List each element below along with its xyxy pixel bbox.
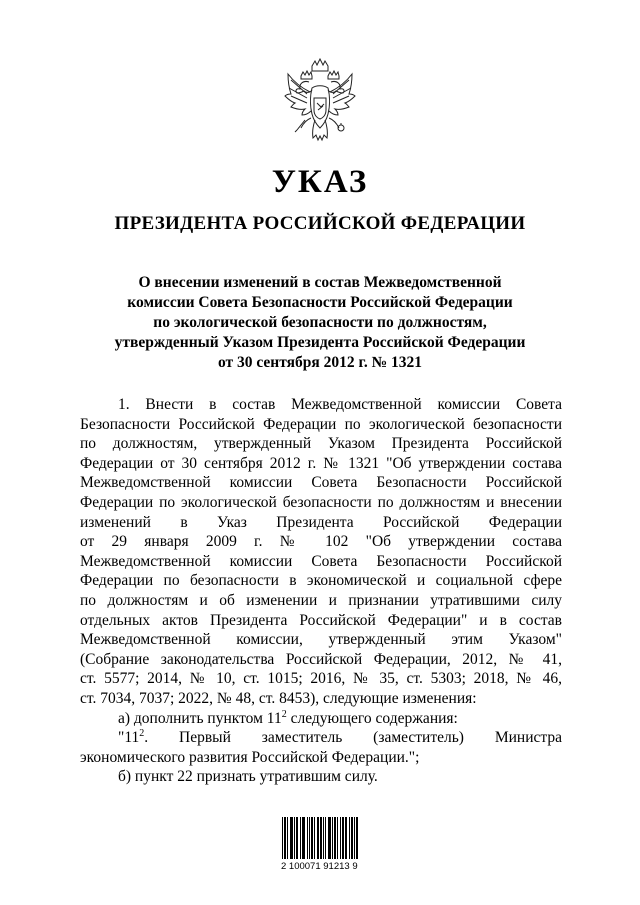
barcode-bar (352, 817, 353, 859)
barcode-bar (296, 817, 297, 859)
barcode-bar (340, 817, 341, 859)
quote-text: . Первый заместитель (заместитель) Министра (144, 729, 562, 747)
body-line: Федерации по экологической безопасности по должностям и внесении (80, 493, 562, 511)
barcode-bar (307, 817, 308, 859)
barcode-number: 2 100071 91213 9 (281, 861, 358, 872)
body-line: от 29 января 2009 г. № 102 "Об утверждении состава (80, 533, 562, 551)
barcode-bar (332, 817, 333, 859)
barcode-bar (342, 817, 343, 859)
body-line: по должностям, утвержденный Указом Президента Российской (80, 435, 562, 453)
barcode-bar (334, 817, 335, 859)
barcode-bar (282, 817, 283, 859)
decree-heading (60, 273, 580, 373)
barcode-bar (323, 817, 324, 859)
barcode-bar (357, 817, 358, 859)
barcode-bar (337, 817, 338, 859)
body-line: изменений в Указ Президента Российской Федерации (80, 513, 562, 531)
heading-line: О внесении изменений в состав Межведомственной (138, 274, 502, 291)
barcode-bar (292, 817, 293, 859)
body-line: (Собрание законодательства Российской Федерации, 2012, № 41, (80, 650, 562, 668)
item-a-text: а) дополнить пунктом 11 (118, 709, 282, 727)
barcode-bar (349, 817, 350, 859)
quote-superscript: 2 (139, 727, 145, 739)
item-a-superscript: 2 (281, 708, 287, 720)
body-line: Межведомственной комиссии, утвержденный этим Указом" (80, 631, 562, 649)
barcode-image (282, 817, 358, 859)
body-line: по должностям и об изменении и признании утратившими силу (80, 591, 562, 609)
barcode-bar (284, 817, 285, 859)
quote-line (80, 728, 562, 748)
heading-line: комиссии Совета Безопасности Российской Федерации (127, 294, 513, 311)
decree-subtitle: ПРЕЗИДЕНТА РОССИЙСКОЙ ФЕДЕРАЦИИ (114, 213, 526, 234)
barcode-bar (325, 817, 326, 859)
body-line: Межведомственной комиссии Совета Безопасности Российской (80, 474, 562, 492)
body-line: отдельных актов Президента Российской Федерации" и в состав (80, 611, 562, 629)
heading-line: утвержденный Указом Президента Российской Федерации (114, 334, 526, 351)
barcode-bar (290, 817, 291, 859)
item-b: б) пункт 22 признать утратившим силу. (118, 768, 378, 786)
barcode-bar (285, 817, 286, 859)
barcode-bar (346, 817, 347, 859)
body-line: ст. 5577; 2014, № 10, ст. 1015; 2016, № 35, ст. 5303; 2018, № 46, (80, 670, 562, 688)
barcode-bar (321, 817, 322, 859)
barcode-bar (312, 817, 313, 859)
barcode-bar (300, 817, 301, 859)
item-a-text-end: следующего содержания: (286, 709, 458, 727)
body-line: Федерации от 30 сентября 2012 г. № 1321 "Об утверждении состава (80, 454, 562, 472)
heading-line: от 30 сентября 2012 г. № 1321 (217, 354, 423, 371)
quote-line-end: экономического развития Российской Федерации."; (80, 748, 420, 766)
barcode-bar (311, 817, 312, 859)
barcode-bar (291, 817, 292, 859)
barcode-bar (294, 817, 295, 859)
quote-number: "11 (118, 729, 140, 747)
barcode-bar (356, 817, 357, 859)
heading-line: по экологической безопасности по должностям, (153, 314, 487, 331)
body-line: 1. Внести в состав Межведомственной комиссии Совета (118, 396, 562, 413)
barcode-bar (318, 817, 319, 859)
item-a (80, 709, 562, 729)
barcode-bar (297, 817, 298, 859)
barcode-bar (354, 817, 355, 859)
barcode-bar (328, 817, 329, 859)
barcode-bar (303, 817, 304, 859)
body-line: Безопасности Российской Федерации по экологической безопасности (80, 415, 562, 433)
body-line: Федерации по безопасности в экономической и социальной сфере (80, 572, 562, 590)
body-line: Межведомственной комиссии Совета Безопасности Российской (80, 552, 562, 570)
decree-body (80, 395, 562, 787)
barcode-bar (345, 817, 346, 859)
barcode-bar (329, 817, 330, 859)
barcode-bar (320, 817, 321, 859)
barcode-bar (304, 817, 305, 859)
body-line: ст. 7034, 7037; 2022, № 48, ст. 8453), следующие изменения: (80, 689, 477, 707)
barcode-bar (302, 817, 303, 859)
barcode-bar (330, 817, 331, 859)
barcode-bar (351, 817, 352, 859)
barcode-bar (343, 817, 344, 859)
barcode-bar (335, 817, 336, 859)
barcode-bar (314, 817, 315, 859)
decree-title: УКАЗ (271, 164, 369, 200)
barcode-bar (287, 817, 288, 859)
coat-of-arms-emblem (279, 58, 361, 150)
barcode-bar (309, 817, 310, 859)
barcode-bar (317, 817, 318, 859)
